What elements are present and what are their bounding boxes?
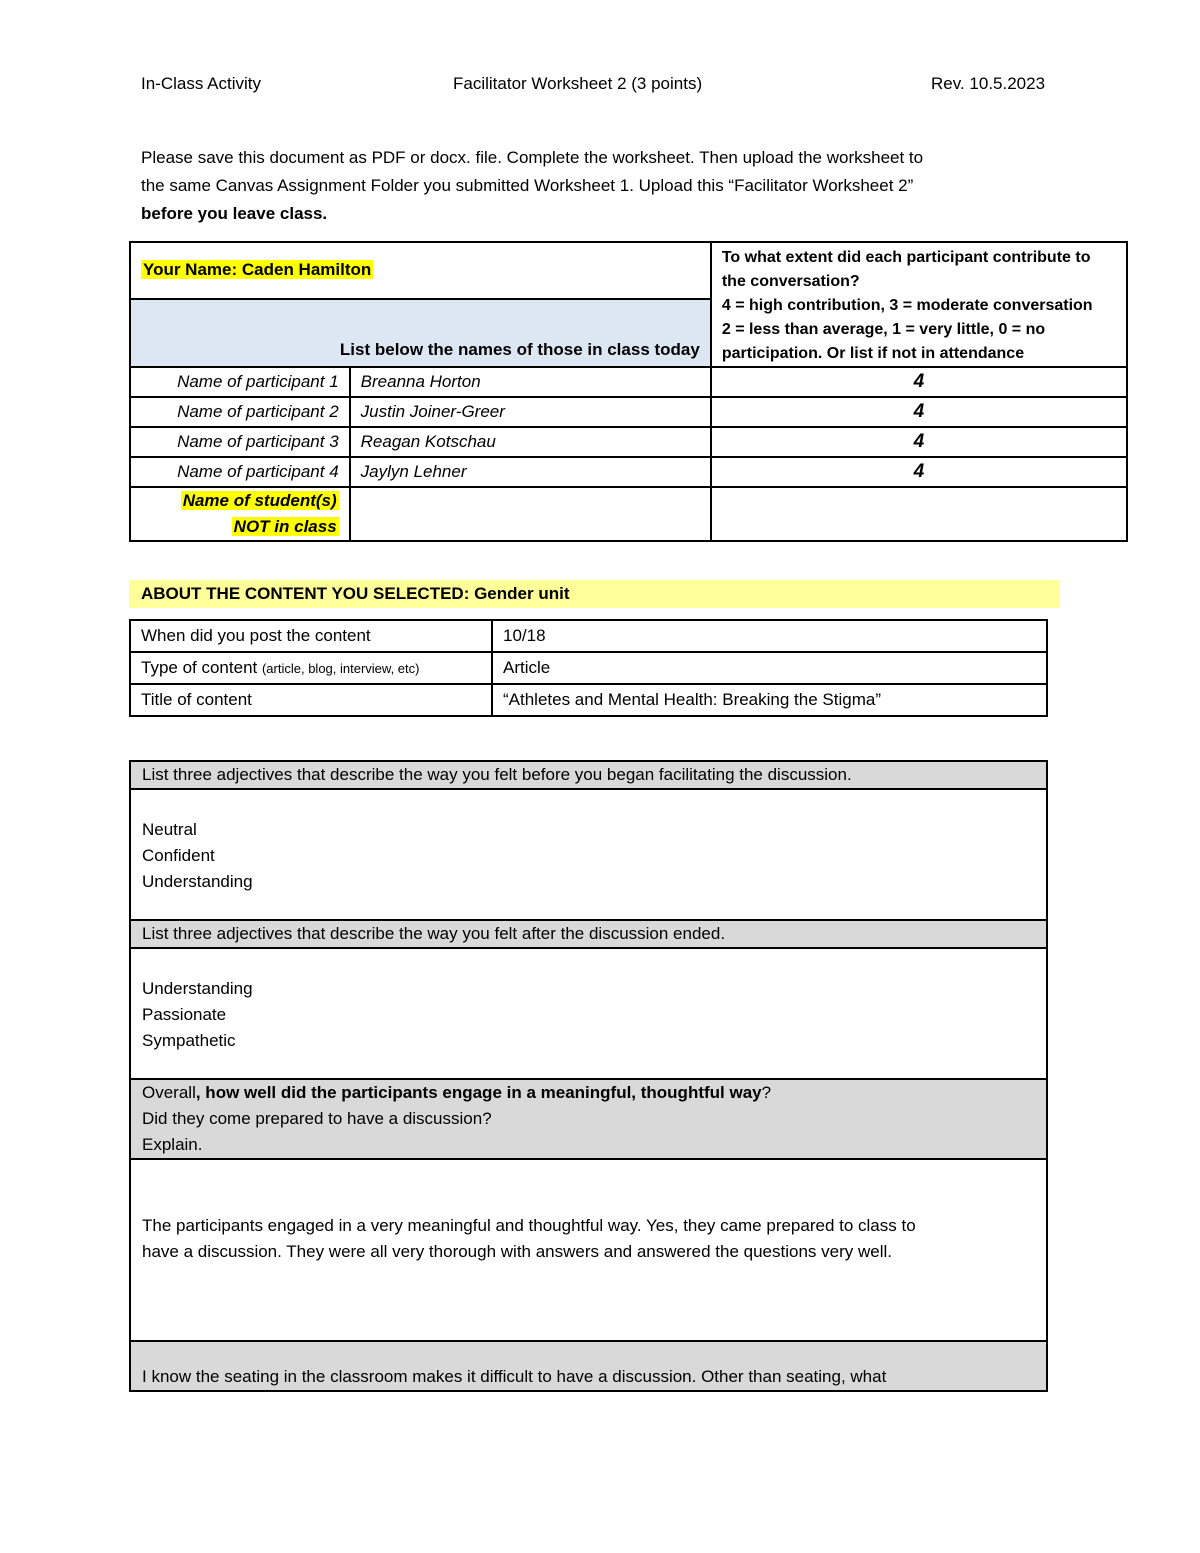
- your-name-text: Your Name: Caden Hamilton: [143, 260, 372, 280]
- question-engagement-c: ?: [761, 1083, 772, 1102]
- participant-label: Name of participant 3: [130, 427, 350, 457]
- header-title: Facilitator Worksheet 2 (3 points): [453, 74, 703, 93]
- answer-before-1: Neutral: [142, 820, 197, 839]
- participant-score[interactable]: 4: [711, 397, 1127, 427]
- table-row: [130, 397, 1127, 427]
- answer-after[interactable]: [130, 948, 1047, 1079]
- answer-engagement-line-1: The participants engaged in a very meaningful and thoughtful way. Yes, they came prepared to class to: [142, 1216, 916, 1235]
- answer-before-2: Confident: [142, 846, 215, 865]
- answer-engagement-line-2: have a discussion. They were all very thorough with answers and answered the questions very well.: [142, 1242, 892, 1261]
- instructions-line-1: Please save this document as PDF or docx. file. Complete the worksheet. Then upload the worksheet to: [141, 148, 924, 167]
- not-in-class-label: [130, 487, 350, 541]
- question-engagement-line-2: Did they come prepared to have a discussion?: [142, 1109, 492, 1128]
- question-engagement-b: , how well did the participants engage in a meaningful, thoughtful way: [195, 1083, 762, 1102]
- question-engagement-line-3: Explain.: [142, 1135, 203, 1154]
- header-activity: In-Class Activity: [141, 74, 261, 93]
- not-in-class-line-1: Name of student(s): [182, 491, 337, 510]
- participant-score[interactable]: 4: [711, 427, 1127, 457]
- not-in-class-names[interactable]: [350, 487, 711, 541]
- title-label: Title of content: [130, 684, 492, 716]
- title-value[interactable]: “Athletes and Mental Health: Breaking the Stigma”: [492, 684, 1047, 716]
- when-value[interactable]: 10/18: [492, 620, 1047, 652]
- participant-name[interactable]: Breanna Horton: [350, 367, 711, 397]
- contribution-line-4: 2 = less than average, 1 = very little, 0 = no: [721, 321, 1046, 338]
- participants-table: [129, 241, 1128, 542]
- contribution-line-5: participation. Or list if not in attendance: [721, 345, 1025, 362]
- content-table: [129, 619, 1048, 717]
- table-row: [130, 620, 1047, 652]
- about-content-heading: ABOUT THE CONTENT YOU SELECTED: Gender unit: [129, 580, 1059, 608]
- contribution-line-3: 4 = high contribution, 3 = moderate conversation: [721, 297, 1093, 314]
- not-in-class-line-2: NOT in class: [233, 517, 337, 536]
- question-before: List three adjectives that describe the way you felt before you began facilitating the discussion.: [130, 761, 1047, 789]
- answer-after-1: Understanding: [142, 979, 253, 998]
- answer-engagement[interactable]: [130, 1159, 1047, 1341]
- table-row: [130, 652, 1047, 684]
- your-name-cell[interactable]: [130, 242, 711, 299]
- contribution-line-1: To what extent did each participant contribute to: [721, 249, 1091, 266]
- participant-name[interactable]: Reagan Kotschau: [350, 427, 711, 457]
- answer-before-3: Understanding: [142, 872, 253, 891]
- question-engagement: [130, 1079, 1047, 1159]
- instructions: [141, 144, 1061, 228]
- participant-label: Name of participant 4: [130, 457, 350, 487]
- contribution-header: [711, 242, 1127, 367]
- participant-label: Name of participant 1: [130, 367, 350, 397]
- question-after: List three adjectives that describe the way you felt after the discussion ended.: [130, 920, 1047, 948]
- type-value[interactable]: Article: [492, 652, 1047, 684]
- not-in-class-score[interactable]: [711, 487, 1127, 541]
- instructions-line-3: before you leave class.: [141, 204, 328, 223]
- answer-after-2: Passionate: [142, 1005, 227, 1024]
- answer-before[interactable]: [130, 789, 1047, 920]
- contribution-line-2: the conversation?: [721, 273, 860, 290]
- table-row: [130, 684, 1047, 716]
- list-below-cell: List below the names of those in class today: [130, 299, 711, 367]
- answer-after-3: Sympathetic: [142, 1031, 236, 1050]
- question-engagement-a: Overall: [142, 1083, 196, 1102]
- type-label: [130, 652, 492, 684]
- type-label-text: Type of content: [141, 658, 262, 677]
- participant-label: Name of participant 2: [130, 397, 350, 427]
- table-row: [130, 367, 1127, 397]
- header-revision: Rev. 10.5.2023: [931, 74, 1046, 93]
- participant-name[interactable]: Jaylyn Lehner: [350, 457, 711, 487]
- question-seating-text: I know the seating in the classroom makes it difficult to have a discussion. Other than seating, what: [142, 1367, 887, 1386]
- when-label: When did you post the content: [130, 620, 492, 652]
- reflection-table: [129, 760, 1048, 1392]
- table-row: [130, 487, 1127, 541]
- type-hint: (article, blog, interview, etc): [261, 661, 420, 676]
- table-row: [130, 427, 1127, 457]
- question-seating: [130, 1341, 1047, 1391]
- participant-score[interactable]: 4: [711, 367, 1127, 397]
- participant-score[interactable]: 4: [711, 457, 1127, 487]
- instructions-line-2: the same Canvas Assignment Folder you submitted Worksheet 1. Upload this “Facilitator Worksheet 2”: [141, 176, 914, 195]
- table-row: [130, 457, 1127, 487]
- participant-name[interactable]: Justin Joiner-Greer: [350, 397, 711, 427]
